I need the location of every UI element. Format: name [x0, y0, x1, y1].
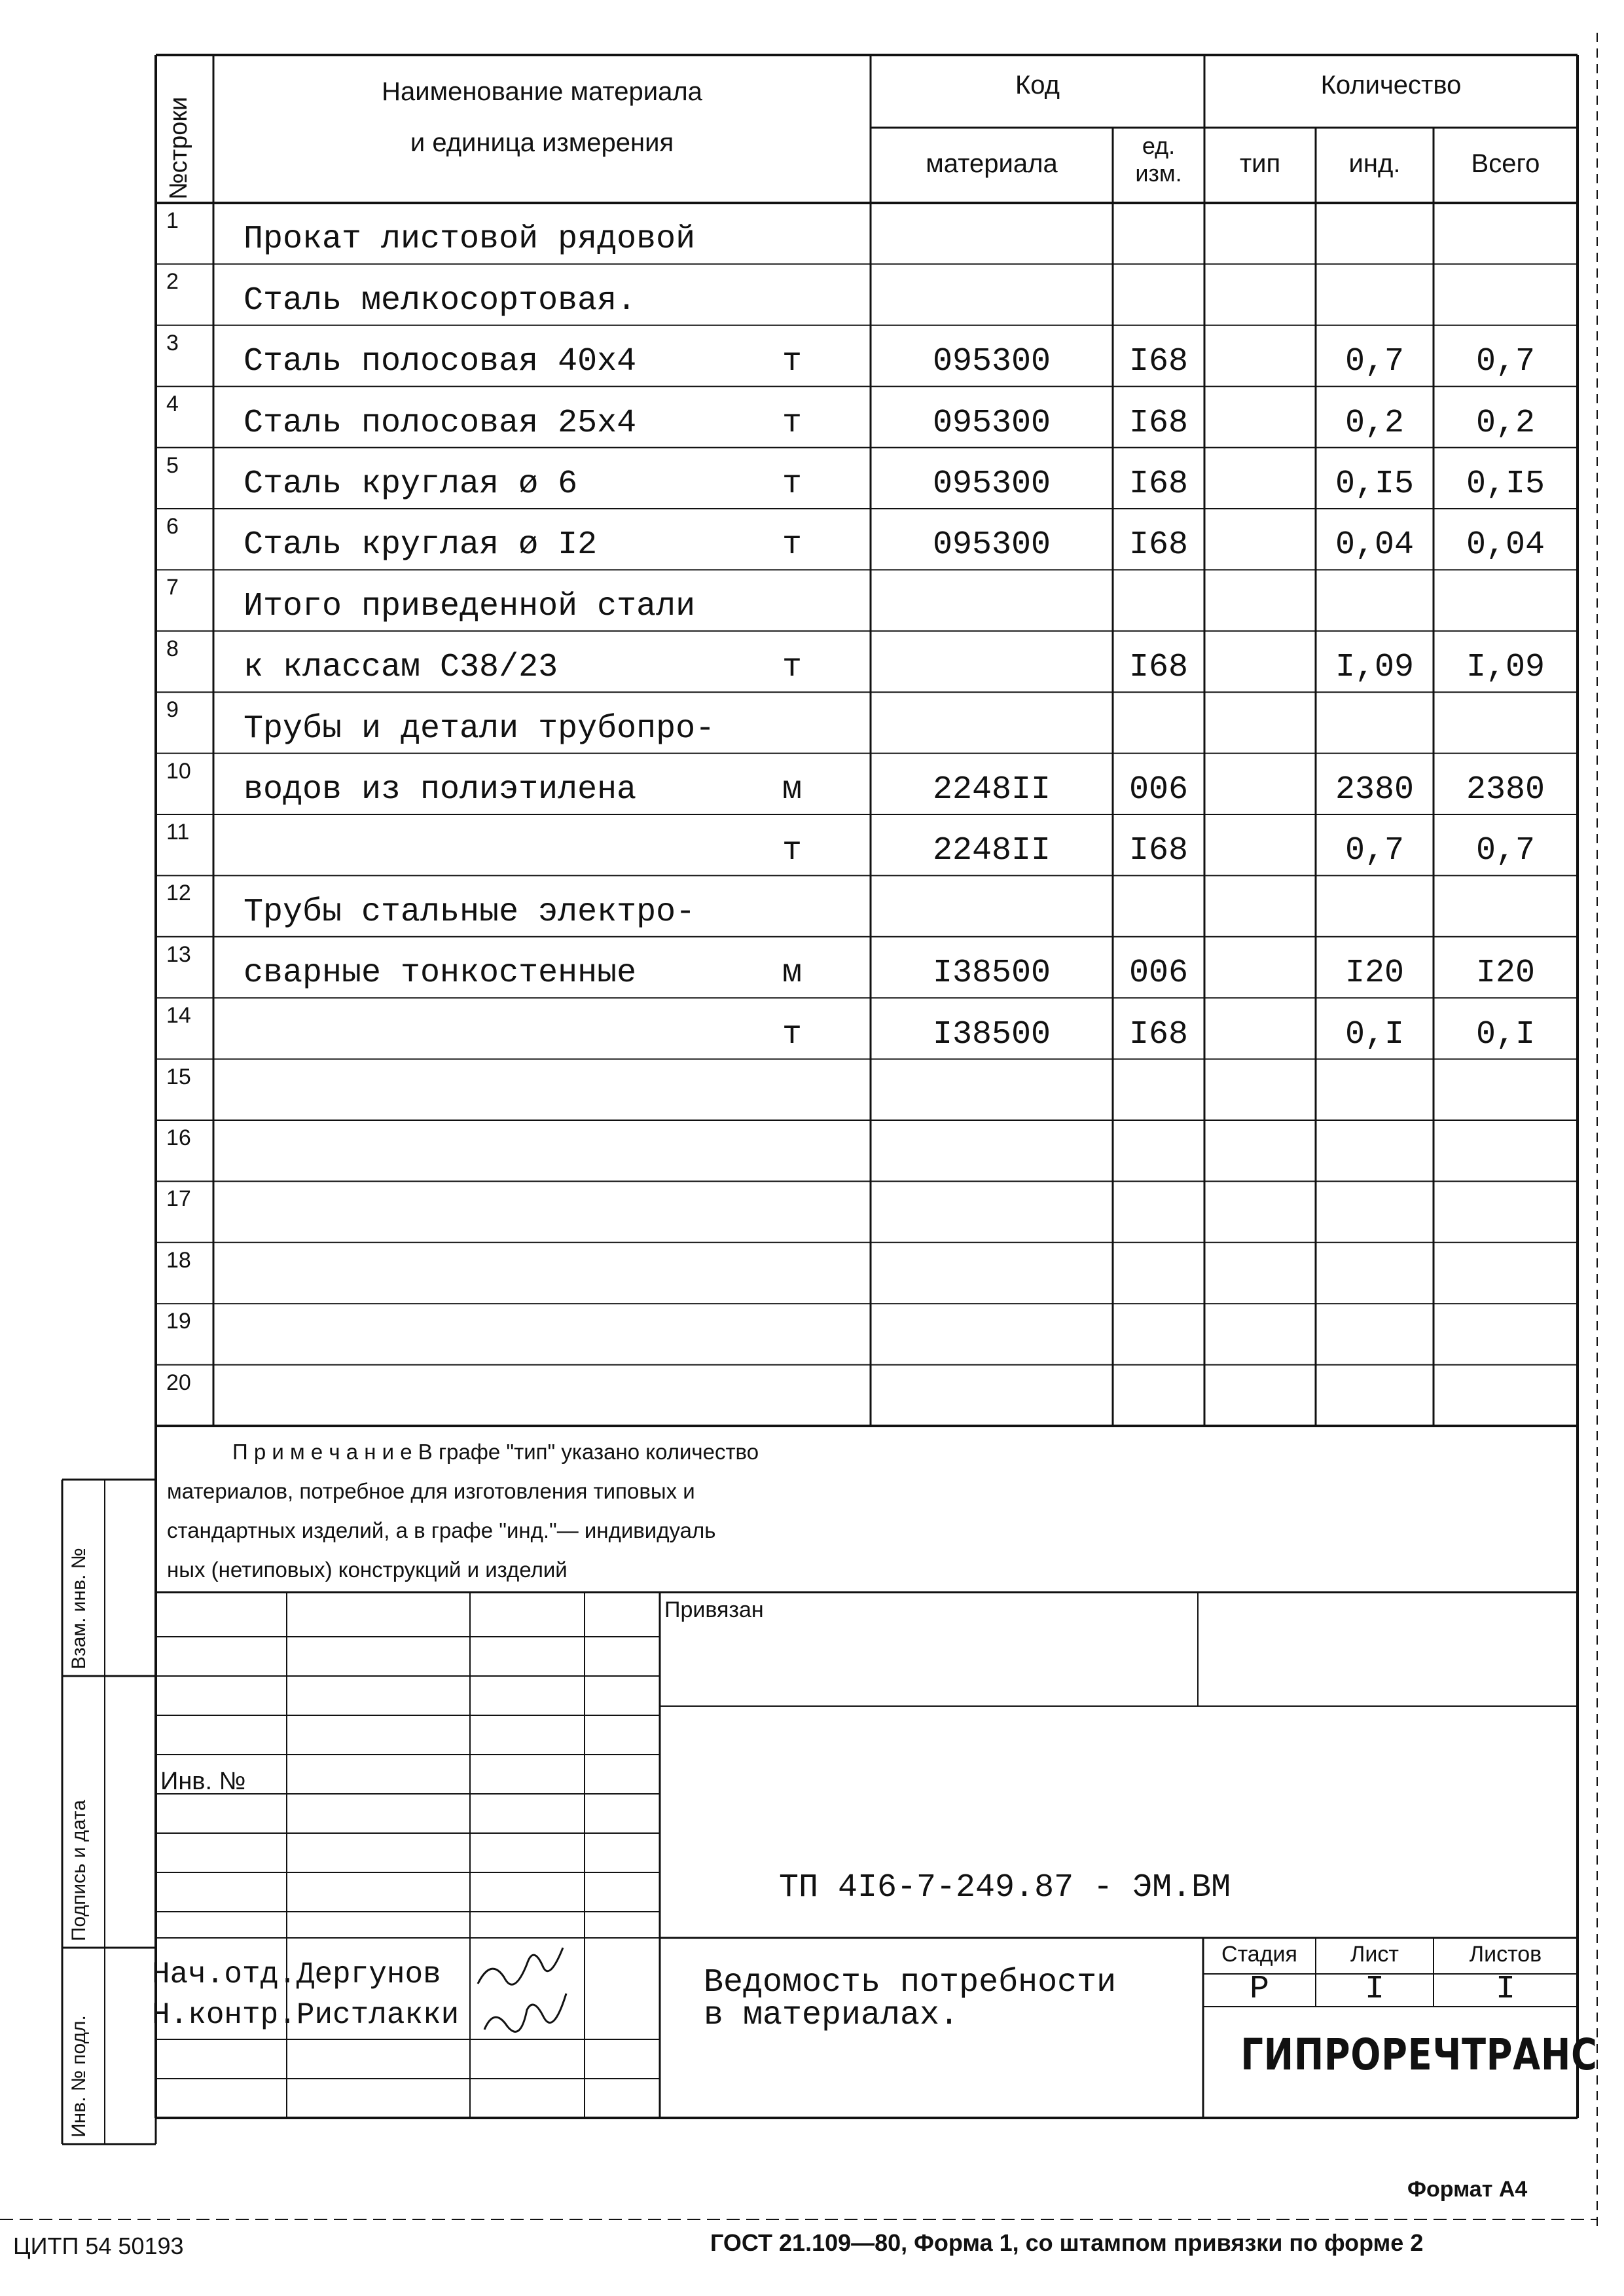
ind-qty: 0,7	[1344, 832, 1404, 870]
document-designation: ТП 4I6-7-249.87 - ЭМ.ВМ	[779, 1869, 1231, 1906]
sheet-title-l2: в материалах.	[704, 1997, 960, 2034]
unit: т	[782, 404, 802, 442]
material-name: Сталь круглая ø 6	[244, 465, 578, 503]
unit: м	[782, 771, 802, 809]
unit: т	[782, 465, 802, 503]
unit-code: I68	[1128, 404, 1188, 442]
sheet-label: Лист	[1350, 1942, 1399, 1967]
unit-code: 006	[1128, 771, 1188, 809]
row-number: 18	[166, 1247, 191, 1273]
stage-value: Р	[1249, 1971, 1269, 2008]
stage-label: Стадия	[1221, 1942, 1297, 1967]
material-name: Прокат листовой рядовой	[244, 221, 696, 259]
material-name: Трубы и детали трубопро-	[244, 710, 715, 748]
material-code: 2248II	[932, 832, 1051, 870]
row-number: 5	[166, 452, 179, 478]
ind-qty: 2380	[1335, 771, 1415, 809]
material-name: сварные тонкостенные	[244, 955, 637, 993]
ind-qty: 0,I	[1344, 1015, 1404, 1053]
ind-qty: I20	[1344, 955, 1404, 993]
unit-header-l1: ед.	[1142, 132, 1176, 159]
row-number: 4	[166, 392, 179, 417]
unit-code: I68	[1128, 649, 1188, 687]
format-label: Формат А4	[1407, 2177, 1528, 2202]
note-line: материалов, потребное для изготовления типовых и	[167, 1479, 695, 1503]
unit-code: I68	[1128, 832, 1188, 870]
total-header: Всего	[1471, 149, 1540, 178]
unit-code: I68	[1128, 343, 1188, 381]
material-name: к классам С38/23	[244, 649, 558, 687]
material-name: водов из полиэтилена	[244, 771, 637, 809]
total-qty: 0,I	[1475, 1015, 1535, 1053]
note-line: ных (нетиповых) конструкций и изделий	[167, 1558, 568, 1582]
material-code: I38500	[932, 955, 1051, 993]
row-number: 6	[166, 514, 179, 539]
row-number: 8	[166, 636, 179, 661]
material-name: Итого приведенной стали	[244, 587, 696, 625]
note-line: П р и м е ч а н и е В графе "тип" указано количество	[232, 1440, 759, 1464]
material-code-header: материала	[926, 149, 1058, 178]
unit-code: I68	[1128, 1015, 1188, 1053]
row-number: 11	[166, 820, 190, 845]
total-qty: I20	[1475, 955, 1535, 993]
unit-code: I68	[1128, 465, 1188, 503]
row-number: 13	[166, 941, 191, 967]
row-number: 20	[166, 1370, 191, 1395]
replace-inv-label: Взам. инв. №	[68, 1548, 90, 1669]
material-code: I38500	[932, 1015, 1051, 1053]
sheets-value: I	[1495, 1971, 1515, 2008]
total-qty: 2380	[1466, 771, 1545, 809]
unit-header-l2: изм.	[1135, 160, 1182, 187]
signature-1	[478, 1948, 563, 1984]
inv-original-label: Инв. № подл.	[68, 2015, 90, 2138]
unit-header	[1113, 132, 1204, 187]
unit: т	[782, 649, 802, 687]
sheet-title-l1: Ведомость потребности	[704, 1964, 1117, 2001]
total-qty: 0,7	[1475, 832, 1535, 870]
row-number: 15	[166, 1064, 191, 1089]
ind-header: инд.	[1348, 149, 1401, 178]
type-header: тип	[1239, 149, 1281, 178]
material-code: 2248II	[932, 771, 1051, 809]
note	[167, 1432, 759, 1590]
footer-left-code: ЦИТП 54 50193	[13, 2232, 184, 2259]
material-name: Трубы стальные электро-	[244, 893, 696, 931]
unit: т	[782, 526, 802, 564]
code-header: Код	[1015, 71, 1060, 100]
organization-logo: ГИПРОРЕЧТРАНС	[1240, 2030, 1598, 2080]
inv-no-label: Инв. №	[160, 1768, 246, 1795]
total-qty: I,09	[1466, 649, 1545, 687]
quantity-header: Количество	[1320, 71, 1462, 100]
row-number: 10	[166, 758, 191, 784]
sheet-value: I	[1364, 1971, 1384, 2008]
row-number: 1	[166, 208, 179, 233]
material-name: Сталь мелкосортовая.	[244, 282, 637, 319]
row-number: 17	[166, 1186, 191, 1212]
row-number: 2	[166, 269, 179, 295]
name-header-l2: и единица измерения	[410, 128, 674, 157]
total-qty: 0,04	[1466, 526, 1545, 564]
material-name: Сталь круглая ø I2	[244, 526, 598, 564]
material-code: 095300	[932, 404, 1051, 442]
row-number: 14	[166, 1003, 191, 1029]
material-code: 095300	[932, 343, 1051, 381]
row-number: 12	[166, 881, 191, 906]
row-number: 3	[166, 330, 179, 355]
signature-date-label: Подпись и дата	[68, 1800, 90, 1941]
material-code: 095300	[932, 465, 1051, 503]
norm-control: Н.контр.Ристлакки	[152, 1998, 460, 2032]
unit: т	[782, 343, 802, 381]
privyazan-label: Привязан	[664, 1597, 764, 1622]
ind-qty: 0,7	[1344, 343, 1404, 381]
ind-qty: 0,I5	[1335, 465, 1415, 503]
row-number: 16	[166, 1125, 191, 1150]
row-number-header: №строки	[165, 96, 192, 200]
unit: т	[782, 1015, 802, 1053]
material-name: Сталь полосовая 25х4	[244, 404, 637, 442]
sheets-label: Листов	[1469, 1942, 1542, 1967]
material-code: 095300	[932, 526, 1051, 564]
unit-code: 006	[1128, 955, 1188, 993]
ind-qty: 0,04	[1335, 526, 1415, 564]
gost-reference: ГОСТ 21.109—80, Форма 1, со штампом привязки по форме 2	[710, 2229, 1424, 2256]
unit-code: I68	[1128, 526, 1188, 564]
total-qty: 0,2	[1475, 404, 1535, 442]
ind-qty: I,09	[1335, 649, 1415, 687]
head-of-dept: Нач.отд.Дергунов	[152, 1958, 441, 1992]
row-number: 7	[166, 575, 179, 600]
row-number: 9	[166, 697, 179, 723]
signature-2	[484, 1994, 566, 2032]
total-qty: 0,I5	[1466, 465, 1545, 503]
name-header-l1: Наименование материала	[382, 77, 702, 106]
material-name: Сталь полосовая 40х4	[244, 343, 637, 381]
note-line: стандартных изделий, а в графе "инд."— индивидуаль	[167, 1518, 716, 1542]
unit: т	[782, 832, 802, 870]
total-qty: 0,7	[1475, 343, 1535, 381]
row-number: 19	[166, 1309, 191, 1334]
ind-qty: 0,2	[1344, 404, 1404, 442]
unit: м	[782, 955, 802, 993]
